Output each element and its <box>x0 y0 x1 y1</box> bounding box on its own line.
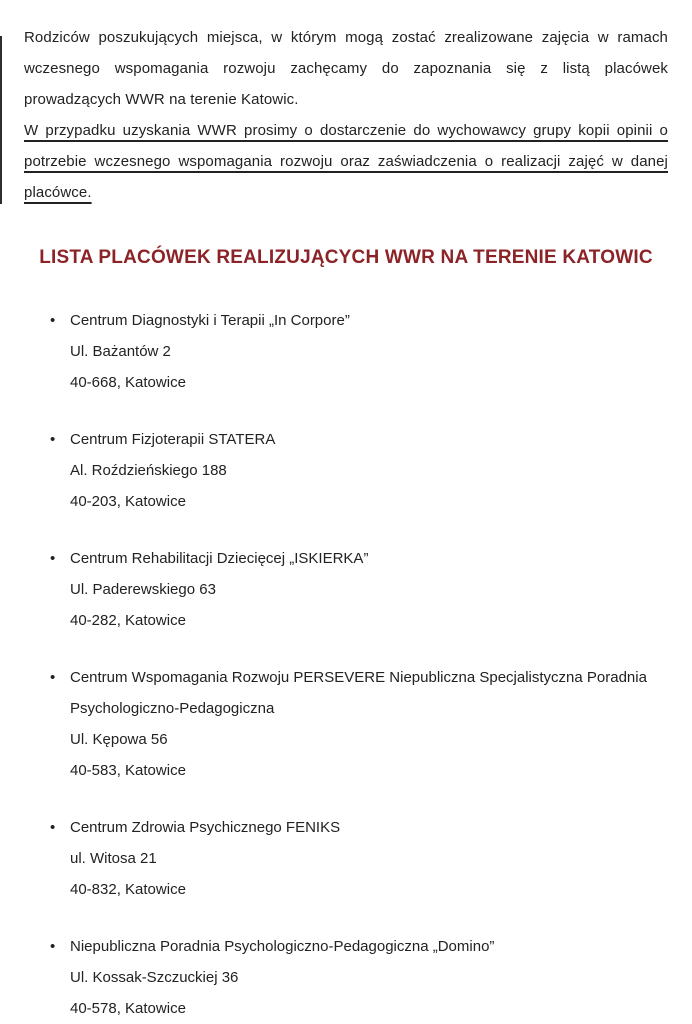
intro-paragraph: Rodziców poszukujących miejsca, w którym mogą zostać zrealizowane zajęcia w ramach wczesnego wspomagania rozwoju zachęcamy do zapoznania się z listą placówek prowadzących WWR na terenie Katowic. <box>24 29 668 108</box>
facility-name: Centrum Diagnostyki i Terapii „In Corpore” <box>70 312 350 329</box>
facility-street: Ul. Bażantów 2 <box>70 343 171 360</box>
facility-name: Centrum Zdrowia Psychicznego FENIKS <box>70 819 341 836</box>
bullet-icon: • <box>50 938 56 955</box>
facility-street: ul. Witosa 21 <box>70 850 157 867</box>
bullet-icon: • <box>50 431 56 448</box>
list-item <box>24 305 668 398</box>
facility-city: 40-583, Katowice <box>70 762 186 779</box>
bullet-icon: • <box>50 819 56 836</box>
scan-edge-artifact <box>0 36 2 204</box>
facility-city: 40-832, Katowice <box>70 881 186 898</box>
facility-street: Ul. Kępowa 56 <box>70 731 168 748</box>
notice-paragraph: W przypadku uzyskania WWR prosimy o dostarczenie do wychowawcy grupy kopii opinii o potrzebie wczesnego wspomagania rozwoju oraz zaświadczenia o realizacji zajęć w danej placówce. <box>24 122 668 201</box>
facility-name: Centrum Rehabilitacji Dziecięcej „ISKIERKA” <box>70 550 369 567</box>
facility-list <box>24 305 668 1024</box>
facility-name: Niepubliczna Poradnia Psychologiczno-Pedagogiczna „Domino” <box>70 938 495 955</box>
facility-city: 40-203, Katowice <box>70 493 186 510</box>
list-item <box>24 662 668 786</box>
bullet-icon: • <box>50 312 56 329</box>
list-item <box>24 424 668 517</box>
list-item <box>24 931 668 1024</box>
list-item <box>24 543 668 636</box>
facility-street: Al. Roździeńskiego 188 <box>70 462 227 479</box>
facility-name: Centrum Wspomagania Rozwoju PERSEVERE Niepubliczna Specjalistyczna Poradnia Psychologiczno-Pedagogiczna <box>70 669 647 717</box>
facility-street: Ul. Paderewskiego 63 <box>70 581 216 598</box>
facility-street: Ul. Kossak-Szczuckiej 36 <box>70 969 239 986</box>
facility-city: 40-668, Katowice <box>70 374 186 391</box>
facility-city: 40-282, Katowice <box>70 612 186 629</box>
facility-name: Centrum Fizjoterapii STATERA <box>70 431 276 448</box>
facility-city: 40-578, Katowice <box>70 1000 186 1017</box>
list-item <box>24 812 668 905</box>
section-heading: LISTA PLACÓWEK REALIZUJĄCYCH WWR NA TERENIE KATOWIC <box>39 247 653 268</box>
bullet-icon: • <box>50 550 56 567</box>
bullet-icon: • <box>50 669 56 686</box>
